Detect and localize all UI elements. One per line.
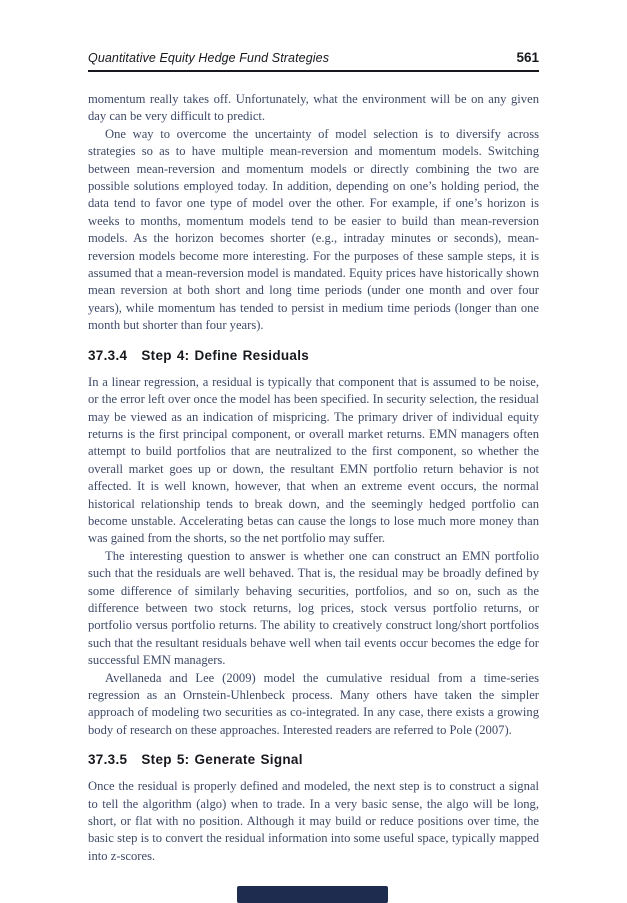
- page-number: 561: [516, 50, 539, 65]
- paragraph-model-selection: One way to overcome the uncertainty of model selection is to diversify across strategies so as to have multiple mean-reversion and momentum models. Switching between mean-reversion and momentum models or directly combining the two are possible solutions employed today. In addition, depending on one’s holding period, the data tend to favor one type of model over the other. For example, if one’s horizon is weeks to months, momentum models tend to be easier to build than mean-reversion models. As the horizon becomes shorter (e.g., intraday minutes or seconds), mean-reversion models become more interesting. For the purposes of these sample steps, it is assumed that a mean-reversion model is mandated. Equity prices have historically shown mean reversion at both short and long time periods (under one month and over four years), while momentum has tended to persist in medium time periods (longer than one month but shorter than four years).: [88, 126, 539, 333]
- section-number: 37.3.5: [88, 752, 128, 768]
- section-heading-generate-signal: [88, 752, 539, 767]
- paragraph-linear-regression: In a linear regression, a residual is typically that component that is assumed to be noise, or the error left over once the model has been specified. In security selection, the residual may be viewed as an indication of mispricing. The primary driver of individual equity returns is the first principal component, or overall market returns. EMN managers often attempt to build portfolios that are neutralized to the first component, so whether the overall market goes up or down, the resultant EMN portfolio return behavior is not affected. It is well known, however, that when an extreme event occurs, the normal historical relationship tends to break down, and the seemingly hedged portfolio can become unstable. Accelerating betas can cause the longs to lose much more money than was gained from the shorts, so the net portfolio may suffer.: [88, 374, 539, 546]
- running-title: Quantitative Equity Hedge Fund Strategies: [88, 51, 330, 65]
- body-text: [88, 91, 539, 865]
- paragraph-momentum: momentum really takes off. Unfortunately, what the environment will be on any given day can be very difficult to predict.: [88, 92, 539, 124]
- bottom-bar[interactable]: [237, 886, 388, 903]
- running-head: [88, 50, 539, 72]
- paragraph-avellaneda-lee: Avellaneda and Lee (2009) model the cumulative residual from a time-series regression as an Ornstein-Uhlenbeck process. Many others have taken the simpler approach of modeling two securities as co-integrated. In any case, there exists a growing body of research on these approaches. Interested readers are referred to Pole (2007).: [88, 670, 539, 737]
- paragraph-residual-signal: Once the residual is properly defined and modeled, the next step is to construct a signal to tell the algorithm (algo) when to trade. In a very basic sense, the algo will be long, short, or flat with no position. Although it may build or reduce positions over time, the basic step is to convert the residual information into some useful space, typically mapped into z-scores.: [88, 779, 539, 863]
- section-title: Step 4: Define Residuals: [141, 347, 310, 363]
- paragraph-interesting-question: The interesting question to answer is whether one can construct an EMN portfolio such that the residuals are well behaved. That is, the residual may be broadly defined by some difference of similarly behaving securities, portfolios, and so on, such as the difference between two stock returns, log prices, stock versus portfolio returns, or portfolio versus portfolio returns. The ability to creatively construct long/short portfolios such that the resultant residuals behave well when tail events occur becomes the edge for successful EMN managers.: [88, 548, 539, 668]
- section-heading-define-residuals: [88, 348, 539, 363]
- section-number: 37.3.4: [88, 347, 128, 363]
- section-title: Step 5: Generate Signal: [141, 752, 303, 768]
- page-content: [88, 50, 539, 865]
